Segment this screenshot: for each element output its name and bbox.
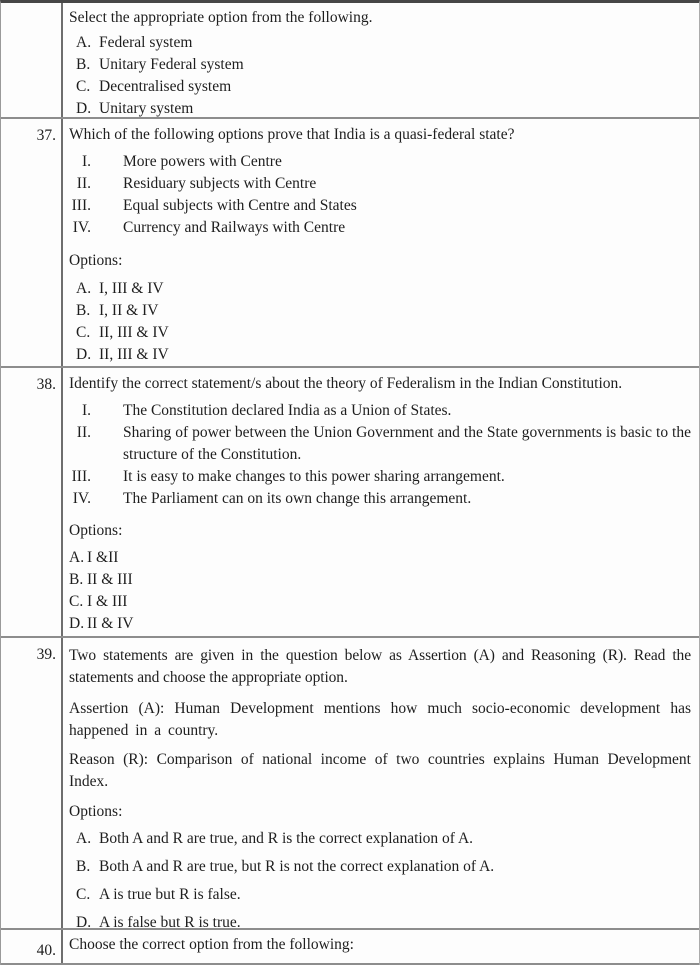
statement-text: Sharing of power between the Union Government and the State governments is basic to the structure of the Constitution. xyxy=(123,424,691,463)
option-item xyxy=(69,828,691,850)
statement-text: Residuary subjects with Centre xyxy=(123,175,317,192)
statement-numeral: IV. xyxy=(72,219,91,236)
question-row-37 xyxy=(1,119,699,368)
question-row-39 xyxy=(1,638,699,930)
option-letter: D. xyxy=(76,914,92,928)
options-list xyxy=(69,32,691,117)
option-text: Both A and R are true, but R is not the correct explanation of A. xyxy=(99,858,495,875)
statement-numeral: II. xyxy=(76,424,91,441)
question-content xyxy=(63,119,699,366)
question-number: 40. xyxy=(36,942,56,959)
statement-text: Equal subjects with Centre and States xyxy=(123,197,357,214)
option-item xyxy=(69,32,691,54)
statements-list xyxy=(69,400,691,510)
option-item xyxy=(69,884,691,906)
question-number-cell xyxy=(1,930,63,963)
option-item xyxy=(69,569,691,591)
question-text: Choose the correct option from the following: xyxy=(69,936,354,953)
statement-item xyxy=(69,195,691,217)
question-number: 37. xyxy=(36,127,56,144)
question-text: Which of the following options prove that India is a quasi-federal state? xyxy=(69,126,515,143)
question-number: 38. xyxy=(36,376,56,393)
options-list xyxy=(69,547,691,635)
question-row-40 xyxy=(1,930,699,965)
statement-text: The Constitution declared India as a Union of States. xyxy=(123,402,452,419)
option-letter: C. xyxy=(76,886,91,903)
option-letter: C. xyxy=(76,324,91,341)
statement-numeral: I. xyxy=(81,402,91,419)
options-label: Options: xyxy=(69,522,123,539)
question-row-38 xyxy=(1,368,699,638)
statement-numeral: III. xyxy=(71,468,91,485)
options-list xyxy=(69,828,691,928)
options-label: Options: xyxy=(69,803,123,820)
statement-item xyxy=(69,422,691,466)
question-content xyxy=(63,368,699,636)
option-letter: C. xyxy=(76,78,91,95)
statement-numeral: IV. xyxy=(72,490,91,507)
statement-numeral: III. xyxy=(71,197,91,214)
option-text: I, III & IV xyxy=(99,280,164,297)
statement-numeral: I. xyxy=(81,153,91,170)
statement-text: Currency and Railways with Centre xyxy=(123,219,346,236)
question-number-cell xyxy=(1,638,63,928)
option-text: I & III xyxy=(87,593,128,610)
statement-item xyxy=(69,217,691,239)
option-text: II, III & IV xyxy=(99,324,169,341)
option-item xyxy=(69,98,691,117)
question-content xyxy=(63,3,699,117)
question-number-cell xyxy=(1,119,63,366)
option-item xyxy=(69,54,691,76)
statement-text: It is easy to make changes to this power sharing arrangement. xyxy=(123,468,505,485)
option-text: Unitary Federal system xyxy=(99,56,244,73)
options-list xyxy=(69,278,691,366)
option-text: Both A and R are true, and R is the correct explanation of A. xyxy=(99,830,474,847)
statement-item xyxy=(69,466,691,488)
question-number: 39. xyxy=(36,646,56,663)
option-letter: A. xyxy=(69,549,85,566)
statement-text: The Parliament can on its own change this arrangement. xyxy=(123,490,472,507)
statement-item xyxy=(69,488,691,510)
question-intro: Select the appropriate option from the following. xyxy=(69,9,373,26)
question-text: Identify the correct statement/s about the theory of Federalism in the Indian Constitution. xyxy=(69,375,623,392)
option-item xyxy=(69,856,691,878)
option-letter: B. xyxy=(69,571,84,588)
option-item xyxy=(69,278,691,300)
question-number-cell xyxy=(1,3,63,117)
option-text: II, III & IV xyxy=(99,346,169,363)
option-letter: A. xyxy=(76,830,92,847)
assertion-text: Assertion (A): Human Development mentions how much socio-economic development has happened in a country. xyxy=(69,700,691,739)
option-letter: D. xyxy=(76,100,92,117)
option-letter: D. xyxy=(69,615,85,632)
option-letter: C. xyxy=(69,593,84,610)
option-item xyxy=(69,591,691,613)
statement-item xyxy=(69,173,691,195)
option-item xyxy=(69,300,691,322)
option-text: I &II xyxy=(87,549,119,566)
option-text: Unitary system xyxy=(99,100,194,117)
option-letter: B. xyxy=(76,302,91,319)
options-label: Options: xyxy=(69,252,123,269)
statement-text: More powers with Centre xyxy=(123,153,282,170)
option-text: II & III xyxy=(87,571,133,588)
option-letter: D. xyxy=(76,346,92,363)
question-row-continuation xyxy=(1,3,699,119)
option-letter: B. xyxy=(76,858,91,875)
option-text: Federal system xyxy=(99,34,193,51)
question-content xyxy=(63,930,699,963)
option-letter: B. xyxy=(76,56,91,73)
option-letter: A. xyxy=(76,34,92,51)
option-item xyxy=(69,547,691,569)
option-text: II & IV xyxy=(87,615,134,632)
statement-numeral: II. xyxy=(76,175,91,192)
option-item xyxy=(69,613,691,635)
reason-text: Reason (R): Comparison of national income of two countries explains Human Development Index. xyxy=(69,751,691,790)
option-text: Decentralised system xyxy=(99,78,232,95)
option-item xyxy=(69,344,691,366)
statement-item xyxy=(69,400,691,422)
option-text: I, II & IV xyxy=(99,302,159,319)
option-text: A is false but R is true. xyxy=(99,914,241,928)
question-number-cell xyxy=(1,368,63,636)
option-item xyxy=(69,912,691,928)
question-content xyxy=(63,638,699,928)
statement-item xyxy=(69,151,691,173)
option-item xyxy=(69,76,691,98)
option-letter: A. xyxy=(76,280,92,297)
statements-list xyxy=(69,151,691,239)
option-item xyxy=(69,322,691,344)
option-text: A is true but R is false. xyxy=(99,886,241,903)
question-text: Two statements are given in the question below as Assertion (A) and Reasoning (R). Read the statements and choose the appropriate option. xyxy=(69,647,691,686)
